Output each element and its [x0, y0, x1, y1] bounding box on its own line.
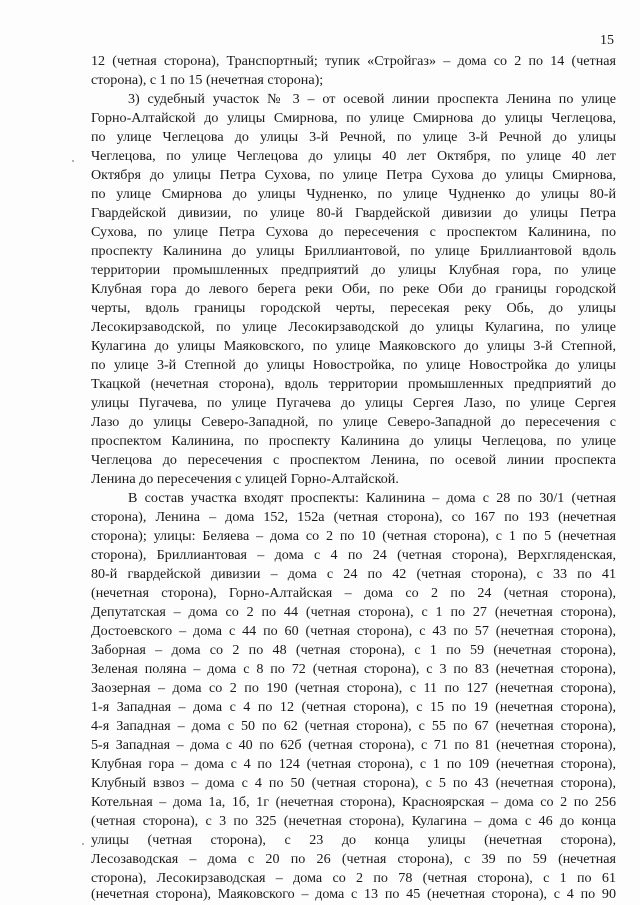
scan-speck	[82, 843, 84, 845]
text-line: Гвардейской дивизии, по улице 80-й Гвардейской дивизии до улицы Петра	[91, 205, 616, 221]
text-line: по улице 3-й Степной до улицы Новостройка, по улице Новостройка до улицы	[91, 357, 616, 373]
page-number: 15	[600, 33, 614, 48]
text-line: Зеленая поляна – дома с 8 по 72 (четная сторона), с 3 по 83 (нечетная сторона),	[91, 661, 616, 677]
text-line: В состав участка входят проспекты: Калинина – дома с 28 по 30/1 (четная	[128, 490, 616, 506]
scan-speck	[72, 160, 74, 162]
text-line: 3) судебный участок № 3 – от осевой линии проспекта Ленина по улице	[128, 91, 616, 107]
text-line: по улице Смирнова до улицы Чудненко, по улице Чудненко до улицы 80-й	[91, 186, 616, 202]
text-line: сторона); улицы: Беляева – дома со 2 по 10 (четная сторона), с 1 по 5 (нечетная	[91, 528, 616, 544]
text-line: Клубная гора – дома с 4 по 124 (четная сторона), с 1 по 109 (нечетная сторона),	[91, 756, 616, 772]
text-line: 80-й гвардейской дивизии – дома с 24 по 42 (четная сторона), с 33 по 41	[91, 566, 616, 582]
text-line: Октября до улицы Петра Сухова, по улице Петра Сухова до улицы Смирнова,	[91, 167, 616, 183]
text-line: черты, вдоль границы городской черты, пересекая реку Обь, до улицы	[91, 300, 616, 316]
text-line: 1-я Западная – дома с 4 по 12 (четная сторона), с 15 по 19 (нечетная сторона),	[91, 699, 616, 715]
text-line: Горно-Алтайской до улицы Смирнова, по улице Смирнова до улицы Чеглецова,	[91, 110, 616, 126]
text-line: Лесокирзаводской, по улице Лесокирзаводской до улицы Кулагина, по улице	[91, 319, 616, 335]
text-line: Ткацкой (нечетная сторона), вдоль территории промышленных предприятий до	[91, 376, 616, 392]
text-line: Чеглецова, по улице Чеглецова до улицы 40 лет Октября, по улице 40 лет	[91, 148, 616, 164]
text-line: Заборная – дома со 2 по 48 (четная сторона), с 1 по 59 (нечетная сторона),	[91, 642, 616, 658]
text-line: Заозерная – дома со 2 по 190 (четная сторона), с 11 по 127 (нечетная сторона),	[91, 680, 616, 696]
text-line: сторона), Лесокирзаводская – дома со 2 по 78 (четная сторона), с 1 по 61	[91, 870, 616, 886]
text-line: проспектом Калинина, по проспекту Калинина до улицы Чеглецова, по улице	[91, 433, 616, 449]
text-line: территории промышленных предприятий до улицы Клубная гора, по улице	[91, 262, 616, 278]
text-line: Достоевского – дома с 44 по 60 (четная сторона), с 43 по 57 (нечетная сторона),	[91, 623, 616, 639]
text-line: 5-я Западная – дома с 40 по 62б (четная сторона), с 71 по 81 (нечетная сторона),	[91, 737, 616, 753]
text-line: улицы Пугачева, по улице Пугачева до улицы Сергея Лазо, по улице Сергея	[91, 395, 616, 411]
text-line: сторона), Ленина – дома 152, 152а (четная сторона), со 167 по 193 (нечетная	[91, 509, 616, 525]
text-line: 4-я Западная – дома с 50 по 62 (четная сторона), с 55 по 67 (нечетная сторона),	[91, 718, 616, 734]
text-line: проспекту Калинина до улицы Бриллиантовой, по улице Бриллиантовой вдоль	[91, 243, 616, 259]
text-line: по улице Чеглецова до улицы 3-й Речной, по улице 3-й Речной до улицы	[91, 129, 616, 145]
text-line: Клубный взвоз – дома с 4 по 50 (четная сторона), с 5 по 43 (нечетная сторона),	[91, 775, 616, 791]
text-line: 12 (четная сторона), Транспортный; тупик «Стройгаз» – дома со 2 по 14 (четная	[91, 53, 616, 69]
text-line: Сухова, по улице Петра Сухова до пересечения с проспектом Калинина, по	[91, 224, 616, 240]
text-line: сторона), Бриллиантовая – дома с 4 по 24 (четная сторона), Верхгляденская,	[91, 547, 616, 563]
text-line: Лазо до улицы Северо-Западной, по улице Северо-Западной до пересечения с	[91, 414, 616, 430]
text-line: Чеглецова до пересечения с проспектом Ленина, по осевой линии проспекта	[91, 452, 616, 468]
text-line: Котельная – дома 1а, 1б, 1г (нечетная сторона), Красноярская – дома со 2 по 256	[91, 794, 616, 810]
text-line: сторона), с 1 по 15 (нечетная сторона);	[91, 72, 324, 88]
text-line: Депутатская – дома со 2 по 44 (четная сторона), с 1 по 27 (нечетная сторона),	[91, 604, 616, 620]
text-line: (нечетная сторона), Горно-Алтайская – дома со 2 по 24 (четная сторона),	[91, 585, 616, 601]
text-line: (нечетная сторона), Маяковского – дома с 13 по 45 (нечетная сторона), с 4 по 90	[91, 886, 616, 902]
text-line: (четная сторона), с 3 по 325 (нечетная сторона), Кулагина – дома с 46 до конца	[91, 813, 616, 829]
text-line: Ленина до пересечения с улицей Горно-Алтайской.	[91, 471, 399, 487]
text-line: улицы (четная сторона), с 23 до конца улицы (нечетная сторона),	[91, 832, 616, 848]
text-line: Кулагина до улицы Маяковского, по улице Маяковского до улицы 3-й Степной,	[91, 338, 616, 354]
text-line: Клубная гора до левого берега реки Оби, по реке Оби до границы городской	[91, 281, 616, 297]
text-line: Лесозаводская – дома с 20 по 26 (четная сторона), с 39 по 59 (нечетная	[91, 851, 616, 867]
